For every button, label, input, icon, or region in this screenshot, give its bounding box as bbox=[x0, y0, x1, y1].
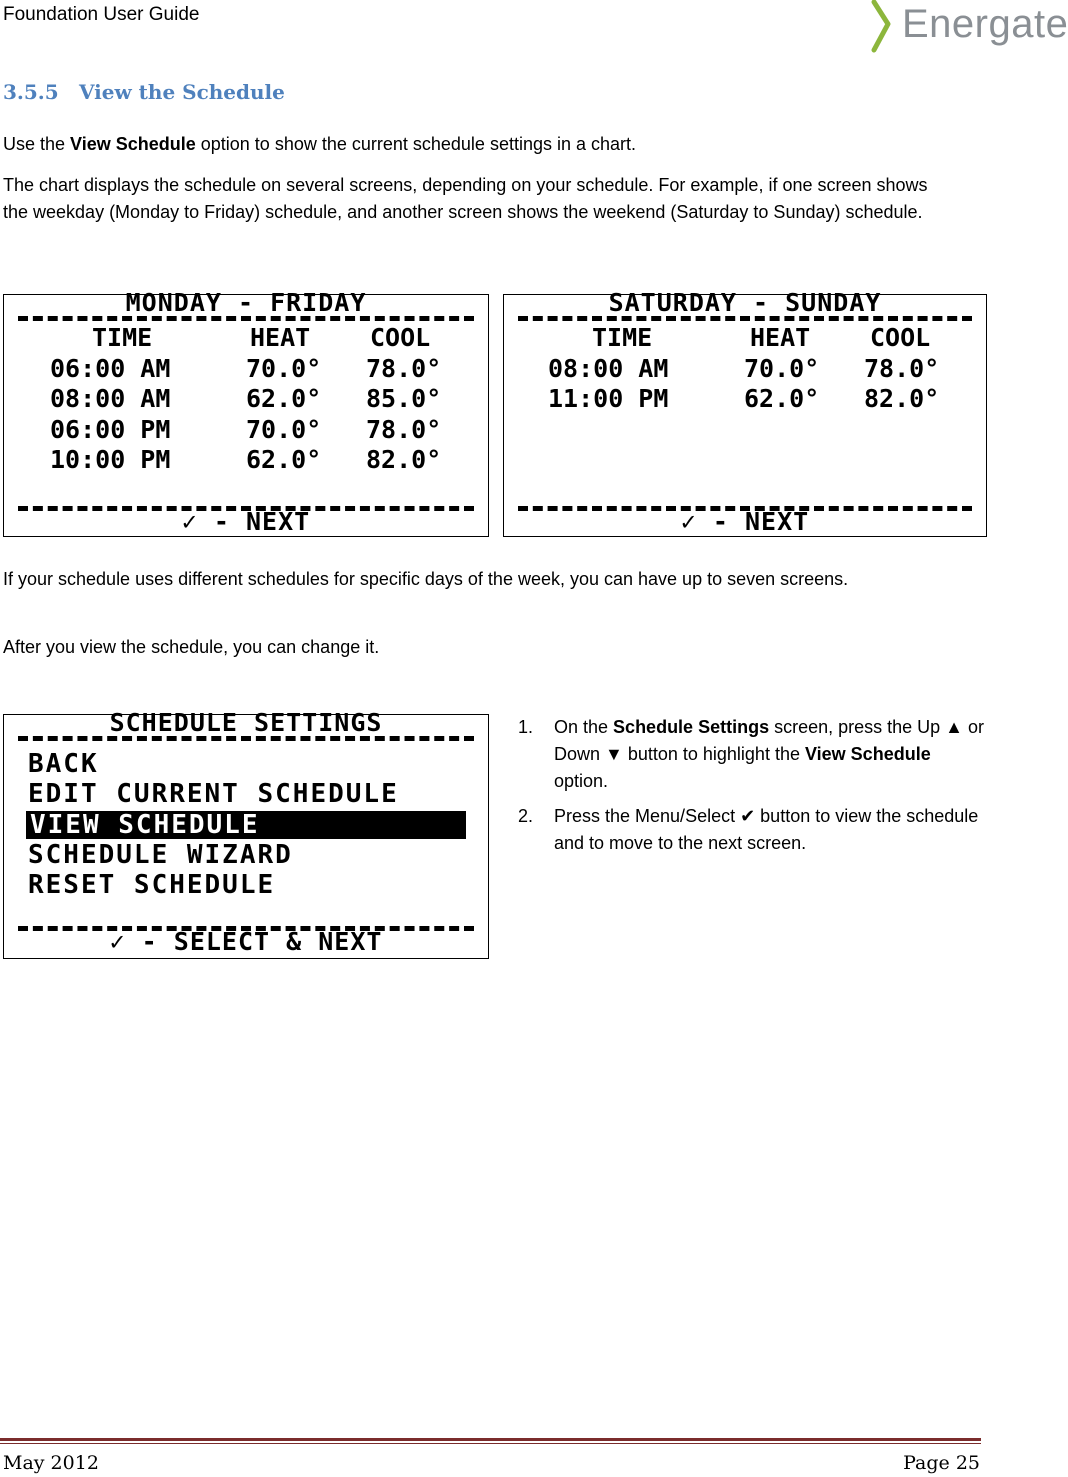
heat-header: HEAT bbox=[750, 323, 811, 352]
schedule-row-cool: 78.0° bbox=[366, 354, 442, 383]
screen-title: MONDAY - FRIDAY bbox=[125, 288, 367, 317]
select-next-hint: ✓ - SELECT & NEXT bbox=[109, 927, 383, 956]
document-title: Foundation User Guide bbox=[3, 4, 200, 25]
divider bbox=[18, 736, 474, 741]
weekday-schedule-screen bbox=[3, 288, 489, 537]
intro-paragraph-1: Use the View Schedule option to show the current schedule settings in a chart. bbox=[3, 134, 637, 154]
cool-header: COOL bbox=[870, 323, 931, 352]
footer-rule bbox=[0, 1438, 981, 1441]
schedule-row-cool: 82.0° bbox=[366, 445, 442, 474]
schedule-row-time: 08:00 AM bbox=[548, 354, 669, 383]
step-2: 2. Press the Menu/Select ✔ button to view the schedule and to move to the next screen. bbox=[518, 806, 979, 853]
schedule-row-cool: 78.0° bbox=[366, 415, 442, 444]
energate-logo bbox=[868, 0, 1068, 56]
schedule-row-cool: 85.0° bbox=[366, 384, 442, 413]
schedule-row-heat: 62.0° bbox=[246, 445, 322, 474]
step-1: 1. On the Schedule Settings screen, press the Up ▲ or Down ▼ button to highlight the View Schedule option. bbox=[518, 717, 984, 791]
next-hint: ✓ - NEXT bbox=[181, 507, 311, 536]
menu-item-schedule-wizard[interactable]: SCHEDULE WIZARD bbox=[28, 840, 293, 870]
menu-item-back[interactable]: BACK bbox=[28, 749, 99, 779]
screen-title: SATURDAY - SUNDAY bbox=[608, 288, 882, 317]
section-title: View the Schedule bbox=[79, 80, 285, 104]
next-hint: ✓ - NEXT bbox=[680, 507, 810, 536]
footer-rule bbox=[0, 1443, 981, 1444]
middle-paragraph-2: After you view the schedule, you can change it. bbox=[3, 637, 380, 657]
schedule-row-heat: 70.0° bbox=[744, 354, 820, 383]
schedule-settings-screen bbox=[3, 708, 489, 959]
cool-header: COOL bbox=[370, 323, 431, 352]
schedule-row-heat: 62.0° bbox=[744, 384, 820, 413]
menu-item-edit-current-schedule[interactable]: EDIT CURRENT SCHEDULE bbox=[28, 779, 399, 809]
footer-date: May 2012 bbox=[3, 1452, 99, 1474]
instruction-steps bbox=[518, 714, 988, 865]
divider bbox=[18, 316, 474, 321]
heat-header: HEAT bbox=[250, 323, 311, 352]
logo-text: Energate bbox=[902, 2, 1068, 46]
schedule-row-heat: 70.0° bbox=[246, 415, 322, 444]
intro-paragraph-2: The chart displays the schedule on several screens, depending on your schedule. For example, if one screen shows the weekday (Monday to Friday) schedule, and another screen shows the weekend (Saturday to Sunday) schedule. bbox=[3, 175, 928, 222]
schedule-row-cool: 78.0° bbox=[864, 354, 940, 383]
schedule-row-time: 11:00 PM bbox=[548, 384, 669, 413]
schedule-row-time: 08:00 AM bbox=[50, 384, 171, 413]
schedule-row-heat: 70.0° bbox=[246, 354, 322, 383]
section-heading bbox=[3, 80, 285, 104]
page-number: Page 25 bbox=[903, 1452, 980, 1474]
schedule-row-time: 06:00 AM bbox=[50, 354, 171, 383]
divider bbox=[518, 316, 972, 321]
time-header: TIME bbox=[92, 323, 153, 352]
section-number: 3.5.5 bbox=[3, 80, 59, 104]
schedule-row-cool: 82.0° bbox=[864, 384, 940, 413]
middle-paragraph-1: If your schedule uses different schedules for specific days of the week, you can have up to seven screens. bbox=[3, 569, 849, 589]
weekend-schedule-screen bbox=[503, 288, 987, 537]
schedule-row-time: 10:00 PM bbox=[50, 445, 171, 474]
schedule-row-time: 06:00 PM bbox=[50, 415, 171, 444]
screen-title: SCHEDULE SETTINGS bbox=[109, 708, 383, 737]
menu-item-view-schedule[interactable]: VIEW SCHEDULE bbox=[26, 811, 466, 839]
schedule-row-heat: 62.0° bbox=[246, 384, 322, 413]
menu-item-reset-schedule[interactable]: RESET SCHEDULE bbox=[28, 870, 276, 900]
time-header: TIME bbox=[592, 323, 653, 352]
